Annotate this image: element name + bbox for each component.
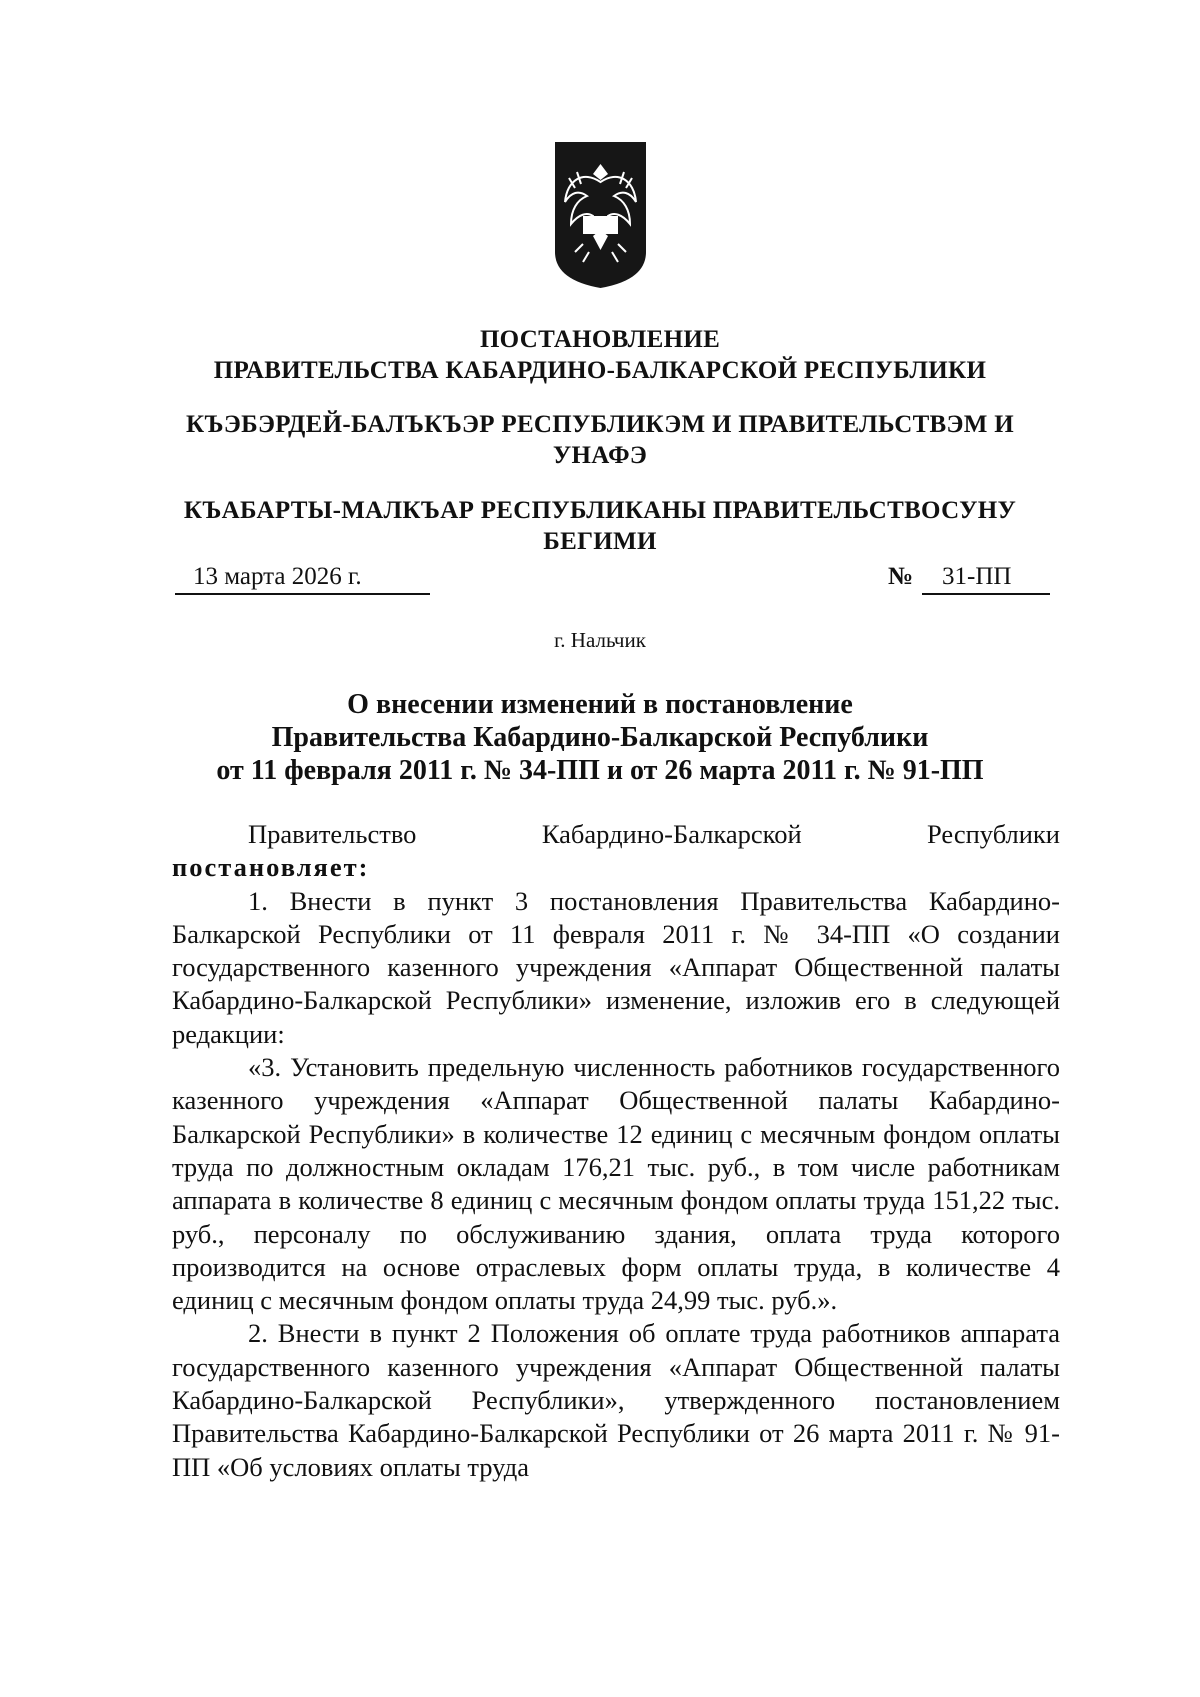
header-line-postanovlenie: ПОСТАНОВЛЕНИЕ bbox=[479, 326, 721, 353]
intro-paragraph bbox=[172, 818, 1060, 851]
paragraph-3: 2. Внести в пункт 2 Положения об оплате труда работников аппарата государственного казенного учреждения «Аппарат Общественной палаты Кабардино-Балкарской Республики», утвержденного постановлением Правительства Кабардино-Балкарской Республики от 26 марта 2011 г. № 91-ПП «Об условиях оплаты труда bbox=[172, 1318, 1060, 1482]
header-kabardian-line1: КЪЭБЭРДЕЙ-БАЛЪКЪЭР РЕСПУБЛИКЭМ И ПРАВИТЕЛЬСТВЭМ И bbox=[186, 411, 1014, 438]
intro-verb: постановляет: bbox=[172, 852, 370, 883]
paragraph-1: 1. Внести в пункт 3 постановления Правительства Кабардино-Балкарской Республики от 11 февраля 2011 г. № 34-ПП «О создании государственного казенного учреждения «Аппарат Общественной палаты Кабардино-Балкарской Республики» изменение, изложив его в следующей редакции: bbox=[172, 885, 1060, 1049]
header-line-government: ПРАВИТЕЛЬСТВА КАБАРДИНО-БАЛКАРСКОЙ РЕСПУБЛИКИ bbox=[213, 357, 987, 384]
document-number: 31-ПП bbox=[922, 560, 1050, 595]
coat-of-arms-emblem bbox=[553, 140, 648, 290]
header-balkar-line1: КЪАБАРТЫ-МАЛКЪАР РЕСПУБЛИКАНЫ ПРАВИТЕЛЬСТВОСУНУ bbox=[183, 497, 1017, 524]
document-title bbox=[150, 688, 1050, 787]
title-line-3: от 11 февраля 2011 г. № 34-ПП и от 26 марта 2011 г. № 91-ПП bbox=[216, 755, 984, 786]
title-line-2: Правительства Кабардино-Балкарской Республики bbox=[271, 722, 929, 753]
document-date: 13 марта 2026 г. bbox=[175, 560, 430, 595]
document-city: г. Нальчик bbox=[554, 628, 646, 652]
paragraph-2: «3. Установить предельную численность работников государственного казенного учреждения «Аппарат Общественной палаты Кабардино-Балкарской Республики» в количестве 12 единиц с месячным фондом оплаты труда по должностным окладам 176,21 тыс. руб., в том числе работникам аппарата в количестве 8 единиц с месячным фондом оплаты труда 151,22 тыс. руб., персоналу по обслуживанию здания, оплата труда которого производится на основе отраслевых форм оплаты труда, в количестве 4 единиц с месячным фондом оплаты труда 24,99 тыс. руб.». bbox=[172, 1052, 1060, 1316]
document-body bbox=[172, 818, 1060, 1484]
title-line-1: О внесении изменений в постановление bbox=[347, 689, 853, 720]
document-header bbox=[150, 324, 1050, 386]
number-sign: № bbox=[888, 563, 914, 590]
header-kabardian bbox=[150, 409, 1050, 471]
header-balkar-line2: БЕГИМИ bbox=[543, 528, 657, 555]
intro-text: Правительство Кабардино-Балкарской Республики bbox=[248, 819, 1060, 849]
header-balkar bbox=[150, 495, 1050, 557]
header-kabardian-line2: УНАФЭ bbox=[552, 442, 648, 469]
